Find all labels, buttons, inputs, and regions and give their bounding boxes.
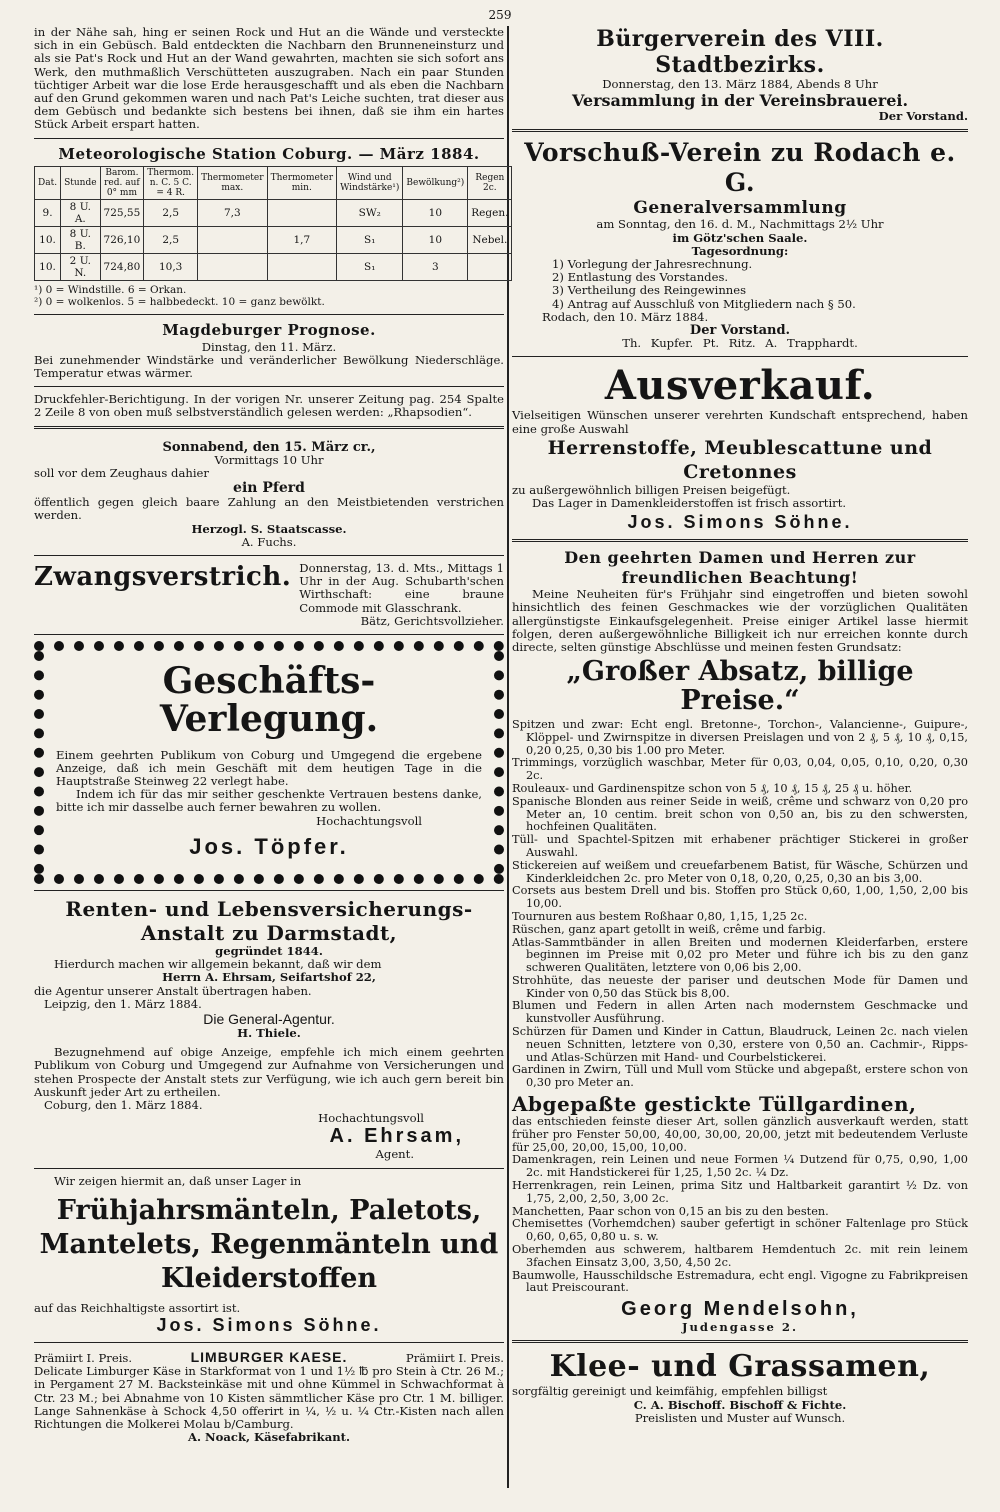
auction-line: soll vor dem Zeughaus dahier	[34, 466, 209, 481]
cell: SW₂	[337, 199, 403, 226]
insurance-text: Bezugnehmend auf obige Anzeige, empfehle ich mich einem geehrten Publikum von Coburg und Umgegend zur Aufnahme von Versicherungen und stehen Prospecte der Anstalt stets zur Verfügung, wie ich auch gern bereit bin Auskunft jeder Art zu ertheilen.	[34, 1045, 504, 1099]
divider	[34, 138, 504, 139]
col-header: Barom. red. auf 0° mm	[100, 166, 144, 199]
insurance-place-date: Leipzig, den 1. März 1884.	[44, 996, 202, 1011]
insurance-signer: Die General-Agentur.	[203, 1010, 335, 1027]
forced-sale-ad	[34, 562, 504, 628]
credit-union-place: im Götz'schen Saale.	[672, 230, 808, 245]
list-item: Spanische Blonden aus reiner Seide in weiß, crême und schwarz von 0,20 pro Meter an, 10 centim. breit schon von 0,50 an, bis zu den schwersten, hochfeinen Qualitäten.	[512, 794, 968, 834]
agenda-item: 1) Vorlegung der Jahresrechnung.	[552, 257, 753, 272]
relocation-greeting: Hochachtungsvoll	[316, 813, 422, 828]
list-item: Stickereien auf weißem und creuefarbenem Batist, für Wäsche, Schürzen und Kinderkleidchen 2c. pro Meter von 0,18, 0,20, 0,25, 0,30 an bis 3,00.	[512, 858, 968, 885]
seed-firm: C. A. Bischoff. Bischoff & Fichte.	[633, 1397, 847, 1412]
divider	[512, 539, 968, 542]
credit-union-sub: Generalversammlung	[633, 198, 847, 219]
cheese-award: Prämiirt I. Preis.	[405, 1350, 504, 1365]
cheese-text: Delicate Limburger Käse in Starkformat von 1 und 1½ ℔ pro Stein à Ctr. 26 M.; in Pergament 27 M. Backsteinkäse mit und ohne Kümmel in Schwachformat à Ctr. 23 M.; bei Abnahme von 10 Kisten sämmtlicher Käse pro Ctr. 1 M. billiger. Lange Sahnenkäse à Schock 4,50 offerirt in ¼, ½ u. ¼ Ctr.-Kisten nach allen Richtungen die Molkerei Molau b/Camburg.	[34, 1364, 504, 1431]
relocation-text: Indem ich für das mir seither geschenkte Vertrauen bestens danke, bitte ich mir dasselbe auch ferner bewahren zu wollen.	[56, 787, 482, 815]
clearance-headline: Herrenstoffe, Meublescattune und Cretonnes	[547, 436, 933, 483]
cell: 10	[403, 226, 468, 253]
col-header: Thermometer max.	[198, 166, 268, 199]
story-ending: in der Nähe sah, hing er seinen Rock und Hut an die Wände und versteckte sich in ein Gebüsch. Bald entdeckten die Nachbarn den Brunneneinsturz und als sie Pat's Rock und Hut an der Wand gewahrten, machten sie sich sofort ans Werk, den muthmaßlich Verschütteten auszugraben. Nach ein paar Stunden tüchtiger Arbeit war die lose Erde herausgeschafft und als eben die Nachbarn auf den Grund gekommen waren und nach Pat's Leiche suchten, trat dieser aus dem Gebüsch und bedankte sich bestens bei ihnen, daß sie ihm ein hartes Stück Arbeit erspart hatten.	[34, 25, 504, 132]
list-item: Chemisettes (Vorhemdchen) sauber gefertigt in schöner Faltenlage pro Stück 0,60, 0,65, 0,80 u. s. w.	[512, 1217, 968, 1244]
cell: 2,5	[144, 226, 198, 253]
auction-date: Sonnabend, den 15. März cr.,	[162, 439, 376, 455]
divider	[34, 555, 504, 556]
table-row	[35, 226, 512, 253]
cell: 7,3	[198, 199, 268, 226]
list-item: Corsets aus bestem Drell und bis. Stoffen pro Stück 0,60, 1,00, 1,50, 2,00 bis 10,00.	[512, 884, 968, 911]
shop-address: Judengasse 2.	[681, 1320, 799, 1335]
cell: 726,10	[100, 226, 144, 253]
cheese-signer: A. Noack, Käsefabrikant.	[187, 1430, 351, 1445]
seed-text: Preislisten und Muster auf Wunsch.	[634, 1410, 846, 1425]
agenda-list	[512, 258, 968, 311]
table-row	[35, 199, 512, 226]
left-column	[34, 25, 509, 1488]
insurance-greeting: Hochachtungsvoll	[318, 1111, 424, 1126]
insurance-agent-signer: A. Ehrsam,	[329, 1125, 464, 1148]
cell: 724,80	[100, 253, 144, 280]
prognose-section	[34, 321, 504, 381]
credit-union-place-date: Rodach, den 10. März 1884.	[542, 309, 709, 324]
cell: Nebel.	[468, 226, 512, 253]
list-item: Oberhemden aus schwerem, haltbarem Hemdentuch 2c. mit rein leinem 3fachen Einsatz 3,00, 3,50, 4,50 2c.	[512, 1243, 968, 1269]
divider	[34, 634, 504, 635]
cell: 1,7	[267, 226, 337, 253]
cell: 10,3	[144, 253, 198, 280]
col-header: Dat.	[35, 166, 61, 199]
cell: 3	[403, 253, 468, 280]
page-number: 259	[488, 8, 512, 22]
shop-signer: Georg Mendelsohn,	[621, 1298, 859, 1321]
insurance-ad	[34, 897, 504, 1162]
list-item: Rouleaux- und Gardinenspitze schon von 5 ₰, 10 ₰, 15 ₰, 25 ₰ u. höher.	[512, 781, 913, 795]
weather-table-header	[35, 166, 512, 199]
coats-intro: Wir zeigen hiermit an, daß unser Lager in	[54, 1173, 302, 1188]
cell: Regen.	[468, 199, 512, 226]
seed-title: Klee- und Grassamen,	[549, 1349, 931, 1385]
cell	[198, 253, 268, 280]
fashion-shop-ad	[512, 548, 968, 1334]
price-list	[512, 719, 968, 1090]
cell	[198, 226, 268, 253]
list-item: Tüll- und Spachtel-Spitzen mit erhabener prächtiger Stickerei in großer Auswahl.	[512, 833, 968, 859]
horse-auction-ad	[34, 441, 504, 549]
cell: 9.	[35, 199, 61, 226]
list-item: Tournuren aus bestem Roßhaar 0,80, 1,15, 1,25 2c.	[512, 909, 808, 923]
forced-sale-signer: Bätz, Gerichtsvollzieher.	[360, 613, 504, 628]
divider	[34, 386, 504, 387]
forced-sale-title: Zwangsverstrich.	[34, 562, 292, 593]
cell: 10.	[35, 253, 61, 280]
clearance-text: Das Lager in Damenkleiderstoffen ist frisch assortirt.	[532, 496, 847, 511]
forced-sale-text: Donnerstag, 13. d. Mts., Mittags 1 Uhr in der Aug. Schubarth'schen Wirthschaft: eine braune Commode mit Glasschrank.	[299, 561, 504, 615]
coats-headline: Frühjahrsmänteln, Paletots, Mantelets, Regenmänteln und Kleiderstoffen	[39, 1194, 499, 1294]
weather-footnote: ²) 0 = wolkenlos. 5 = halbbedeckt. 10 = ganz bewölkt.	[34, 295, 325, 308]
list-item: Baumwolle, Hausschildsche Estremadura, echt engl. Vigogne zu Fabrikpreisen laut Preiscourant.	[512, 1268, 968, 1295]
cell: 10.	[35, 226, 61, 253]
agenda-title: Tagesordnung:	[691, 243, 789, 258]
list-item: Spitzen und zwar: Echt engl. Bretonne-, Torchon-, Valancienne-, Guipure-, Klöppel- und Zwirnspitze in diversen Preislagen und von 2 ₰, 5 ₰, 10 ₰, 0,15, 0,20 0,25, 0,30 bis 1.00 pro Meter.	[512, 717, 968, 757]
cell: 10	[403, 199, 468, 226]
shop-motto: „Großer Absatz, billige Preise.“	[566, 656, 914, 716]
seed-text: sorgfältig gereinigt und keimfähig, empfehlen billigst	[512, 1384, 828, 1399]
insurance-agent-name: Herrn A. Ehrsam, Seifartshof 22,	[162, 970, 376, 985]
cell: 725,55	[100, 199, 144, 226]
cheese-award: Prämiirt I. Preis.	[34, 1350, 133, 1365]
auction-time: Vormittags 10 Uhr	[214, 452, 324, 467]
erratum: Druckfehler-Berichtigung. In der vorigen Nr. unserer Zeitung pag. 254 Spalte 2 Zeile 8 von oben muß selbstverständlich gelesen werden: „Rhapsodien“.	[34, 392, 504, 420]
list-item: Blumen und Federn in allen Arten nach modernstem Geschmacke und kunstvoller Ausführung.	[512, 999, 968, 1026]
credit-union-date: am Sonntag, den 16. d. M., Nachmittags 2½ Uhr	[596, 217, 884, 232]
divider	[512, 356, 968, 357]
divider	[34, 890, 504, 891]
list-item: Herrenkragen, rein Leinen, prima Sitz und Haltbarkeit garantirt ½ Dz. von 1,75, 2,00, 2,50, 3,00 2c.	[512, 1179, 968, 1205]
list-item: Damenkragen, rein Leinen und neue Formen ¼ Dutzend für 0,75, 0,90, 1,00 2c. mit Handstickerei für 1,25, 1,50 2c. ¼ Dz.	[512, 1153, 968, 1180]
cell: 2,5	[144, 199, 198, 226]
col-header: Thermometer min.	[267, 166, 337, 199]
tulle-curtains-title: Abgepaßte gestickte Tüllgardinen,	[512, 1092, 917, 1117]
clearance-title: Ausverkauf.	[604, 362, 876, 410]
divider	[34, 1168, 504, 1169]
col-header: Wind und Windstärke¹)	[337, 166, 403, 199]
insurance-text: die Agentur unserer Anstalt übertragen haben.	[34, 983, 312, 998]
cell: 2 U. N.	[61, 253, 100, 280]
coats-line: auf das Reichhaltigste assortirt ist.	[34, 1300, 241, 1315]
cell	[267, 199, 337, 226]
cheese-title: LIMBURGER KAESE.	[190, 1348, 348, 1365]
relocation-text: Einem geehrten Publikum von Coburg und Umgegend die ergebene Anzeige, daß ich mein Geschäft mit dem heutigen Tage in die Hauptstraße Steinweg 22 verlegt habe.	[56, 747, 482, 789]
credit-union-names: Th. Kupfer. Pt. Ritz. A. Trapphardt.	[622, 336, 858, 351]
insurance-title: Renten- und Lebensversicherungs-Anstalt zu Darmstadt,	[65, 896, 473, 945]
business-relocation-ad	[34, 641, 504, 884]
credit-union-title: Vorschuß-Verein zu Rodach e. G.	[524, 138, 956, 198]
list-item: Manchetten, Paar schon von 0,15 an bis zu den besten.	[512, 1204, 829, 1218]
divider	[34, 426, 504, 429]
relocation-signer: Jos. Töpfer.	[189, 833, 349, 859]
prognose-title: Magdeburger Prognose.	[162, 320, 376, 339]
insurance-agent-role: Agent.	[375, 1147, 414, 1162]
cell: 8 U. A.	[61, 199, 100, 226]
association-date: Donnerstag, den 13. März 1884, Abends 8 Uhr	[602, 77, 878, 91]
cheese-ad	[34, 1349, 504, 1444]
clearance-text: zu außergewöhnlich billigen Preisen beigefügt.	[512, 482, 791, 497]
coats-signer: Jos. Simons Söhne.	[156, 1314, 382, 1335]
weather-footnote: ¹) 0 = Windstille. 6 = Orkan.	[34, 283, 187, 296]
insurance-signer: H. Thiele.	[237, 1025, 301, 1040]
shop-title: Den geehrten Damen und Herren zur freundlichen Beachtung!	[564, 548, 916, 588]
list-item: Trimmings, vorzüglich waschbar, Meter für 0,03, 0,04, 0,05, 0,10, 0,20, 0,30 2c.	[512, 756, 968, 783]
divider	[34, 314, 504, 315]
col-header: Stunde	[61, 166, 100, 199]
citizens-association-ad	[512, 26, 968, 123]
auction-signer: Herzogl. S. Staatscasse.	[191, 521, 347, 536]
insurance-founded: gegründet 1844.	[215, 943, 323, 958]
list-item: Rüschen, ganz apart getollt in weiß, crême und farbig.	[512, 922, 826, 936]
seed-ad	[512, 1349, 968, 1425]
cell: 8 U. B.	[61, 226, 100, 253]
coats-ad	[34, 1175, 504, 1336]
shop-intro: Meine Neuheiten für's Frühjahr sind eingetroffen und bieten sowohl hinsichtlich des feinen Geschmackes wie der vorzüglichen Qualitäten allergünstigste Einkaufsgelegenheit. Preise einiger Artikel lasse hiermit folgen, deren außergewöhnliche Billigkeit ich nur erreichen konnte durch directe, selten günstige Abschlüsse und meinen festen Grundsatz:	[512, 587, 968, 655]
divider	[512, 1340, 968, 1343]
association-signer: Der Vorstand.	[878, 109, 968, 124]
insurance-text: Hierdurch machen wir allgemein bekannt, daß wir dem	[54, 957, 382, 972]
agenda-item: 2) Entlastung des Vorstandes.	[552, 270, 729, 285]
list-item: Atlas-Sammtbänder in allen Breiten und modernen Kleiderfarben, erstere beginnen im Preise mit 0,02 pro Meter und führe ich bis zu den ganz schweren Qualitäten, letztere von 0,06 bis 2,00.	[512, 935, 968, 975]
clearance-sale-ad	[512, 363, 968, 533]
col-header: Regen 2c.	[468, 166, 512, 199]
cell: S₁	[337, 226, 403, 253]
divider	[34, 1342, 504, 1343]
col-header: Bewölkung²)	[403, 166, 468, 199]
auction-item: ein Pferd	[233, 480, 305, 497]
list-item: Schürzen für Damen und Kinder in Cattun, Blaudruck, Leinen 2c. nach vielen neuen Schnitten, letztere von 0,30, erstere von 0,50 an. Cachmir-, Ripps- und Atlas-Schürzen mit Hand- und Courbelstickerei.	[512, 1025, 968, 1064]
list-item: Gardinen in Zwirn, Tüll und Mull vom Stücke und abgepaßt, erstere schon von 0,30 pro Meter an.	[512, 1063, 968, 1090]
clearance-text: Vielseitigen Wünschen unserer verehrten Kundschaft entsprechend, haben eine große Auswahl	[512, 408, 968, 436]
agenda-item: 4) Antrag auf Ausschluß von Mitgliedern nach § 50.	[552, 296, 856, 311]
weather-table	[34, 166, 512, 281]
credit-union-signer: Der Vorstand.	[689, 323, 791, 339]
cell: S₁	[337, 253, 403, 280]
association-text: Versammlung in der Vereinsbrauerei.	[571, 91, 909, 111]
credit-union-ad	[512, 138, 968, 350]
weather-station-section	[34, 144, 509, 308]
price-list-2	[512, 1154, 968, 1295]
auction-signer: A. Fuchs.	[241, 534, 297, 549]
right-column	[512, 26, 968, 1488]
agenda-item: 3) Vertheilung des Reingewinnes	[552, 283, 747, 298]
prognose-text: Bei zunehmender Windstärke und veränderlicher Bewölkung Niederschläge. Temperatur etwas wärmer.	[34, 352, 504, 381]
clearance-signer: Jos. Simons Söhne.	[627, 512, 853, 533]
auction-line: öffentlich gegen gleich baare Zahlung an den Meistbietenden verstrichen werden.	[34, 495, 504, 523]
divider	[512, 129, 968, 132]
table-row	[35, 253, 512, 280]
tulle-curtains-text: das entschieden feinste dieser Art, sollen gänzlich ausverkauft werden, statt früher pro Fenster 50,00, 40,00, 30,00, 20,00, jetzt mit bedeutendem Verluste für 25,00, 20,00, 15,00, 10,00.	[512, 1115, 968, 1154]
association-title: Bürgerverein des VIII. Stadtbezirks.	[596, 26, 884, 78]
insurance-place-date: Coburg, den 1. März 1884.	[44, 1097, 203, 1112]
cell	[468, 253, 512, 280]
cell	[267, 253, 337, 280]
prognose-date: Dinstag, den 11. März.	[201, 339, 337, 354]
list-item: Strohhüte, das neueste der pariser und deutschen Mode für Damen und Kinder von 0,50 das Stück bis 8,00.	[512, 973, 968, 1000]
relocation-title: Geschäfts-Verlegung.	[159, 660, 379, 740]
weather-station-title: Meteorologische Station Coburg. — März 1884.	[58, 144, 480, 163]
col-header: Thermom. n. C. 5 C. = 4 R.	[144, 166, 198, 199]
